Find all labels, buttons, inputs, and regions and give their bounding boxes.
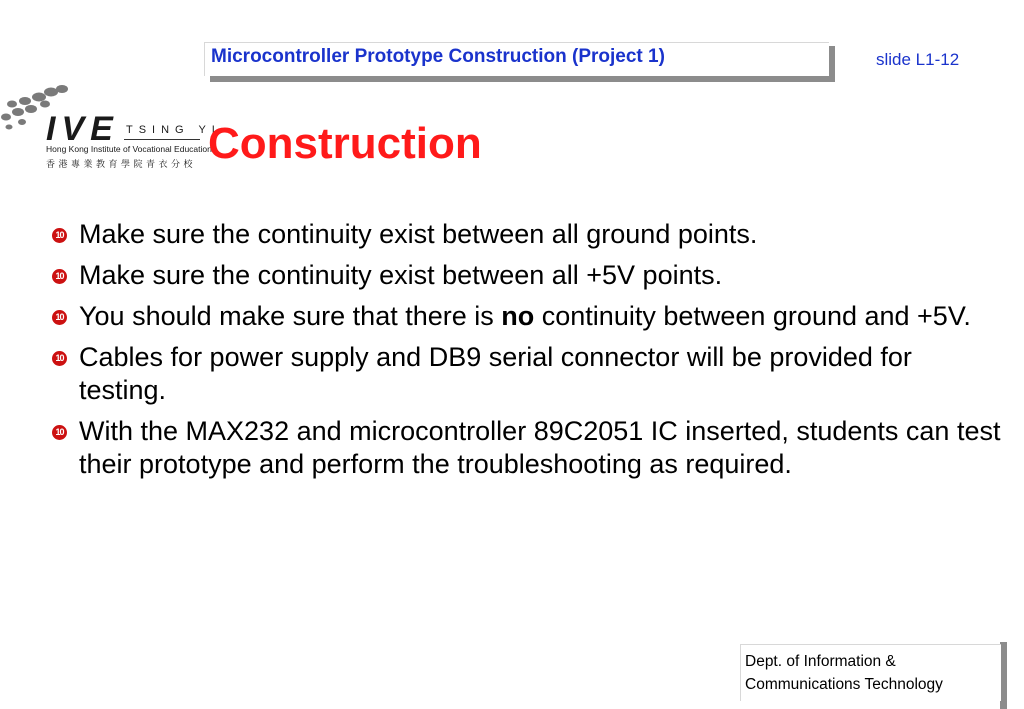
footer-box-shadow — [1000, 642, 1007, 709]
logo-chinese-name: 香港專業教育學院青衣分校 — [46, 159, 197, 169]
bullet-item — [52, 259, 1002, 292]
bullet-item — [52, 300, 1002, 333]
bullet-text: Make sure the continuity exist between all ground points. — [79, 219, 758, 249]
department-line-1: Dept. of Information & — [745, 653, 896, 670]
slide-number: slide L1-12 — [876, 50, 960, 69]
logo-ive-text: IVE — [46, 110, 119, 148]
numbered-circle-bullet-icon: 10 — [52, 269, 67, 284]
department-line-2: Communications Technology — [745, 676, 943, 693]
numbered-circle-bullet-icon: 10 — [52, 310, 67, 325]
course-title: Microcontroller Prototype Construction (Project 1) — [211, 46, 665, 67]
logo-english-name: Hong Kong Institute of Vocational Education — [46, 144, 212, 154]
bullet-text-after: continuity between ground and +5V. — [534, 301, 971, 331]
bullet-emphasis: no — [501, 301, 535, 331]
logo-campus-text: TSING YI — [126, 124, 221, 136]
bullet-item — [52, 218, 1002, 251]
numbered-circle-bullet-icon: 10 — [52, 425, 67, 440]
department-label — [745, 650, 943, 696]
bullet-text: Make sure the continuity exist between all +5V points. — [79, 260, 723, 290]
numbered-circle-bullet-icon: 10 — [52, 228, 67, 243]
bullet-item — [52, 341, 1002, 407]
logo-divider — [124, 139, 200, 140]
bullet-text: With the MAX232 and microcontroller 89C2051 IC inserted, students can test their prototype and perform the troubleshooting as required. — [79, 416, 1001, 479]
page-title: Construction — [208, 119, 482, 168]
numbered-circle-bullet-icon: 10 — [52, 351, 67, 366]
bullet-text: Cables for power supply and DB9 serial connector will be provided for testing. — [79, 342, 912, 405]
bullet-item — [52, 415, 1002, 481]
bullet-text-before: You should make sure that there is — [79, 301, 502, 331]
bullet-list — [52, 218, 1002, 489]
header-box-shadow-bottom — [210, 75, 835, 82]
